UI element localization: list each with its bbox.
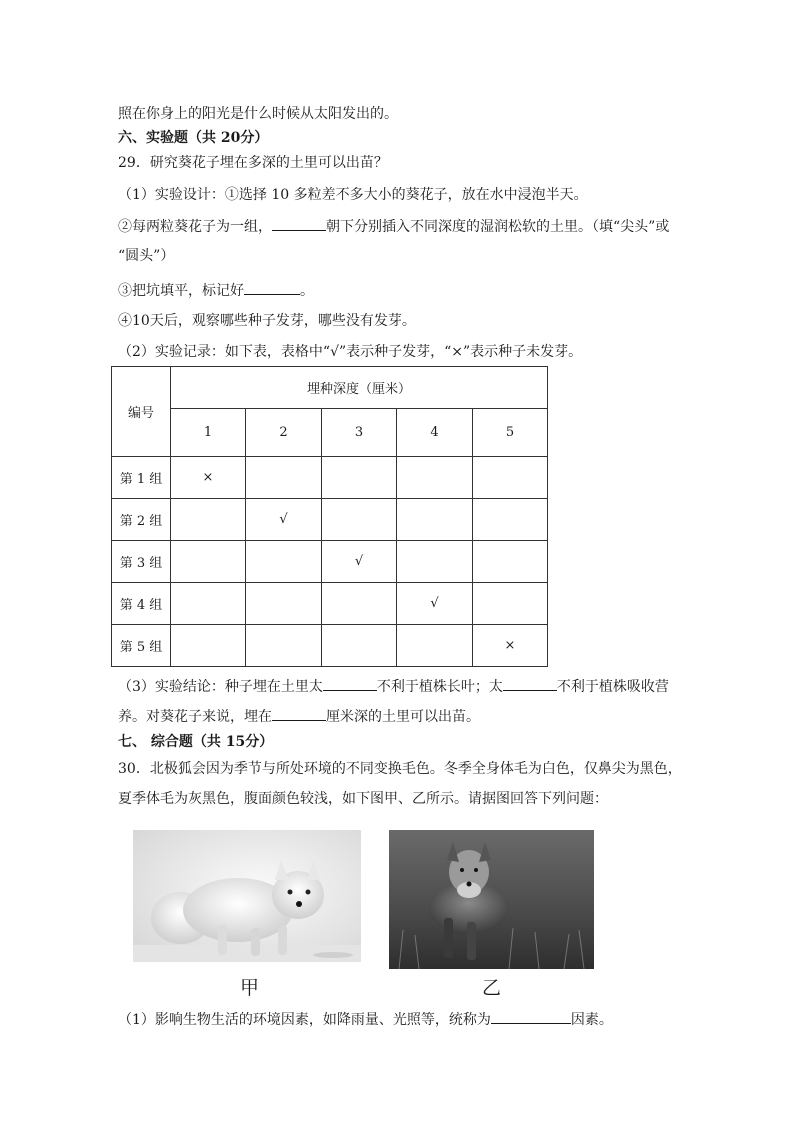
table-cell bbox=[322, 583, 397, 625]
question-30-line-1: 30．北极狐会因为季节与所处环境的不同变换毛色。冬季全身体毛为白色，仅鼻尖为黑色， bbox=[118, 761, 682, 777]
row-label: 第 4 组 bbox=[112, 583, 171, 625]
table-cell bbox=[322, 625, 397, 667]
blank-too-deep[interactable] bbox=[503, 676, 557, 691]
step2-text-a: ②每两粒葵花子为一组， bbox=[118, 219, 272, 235]
table-cell bbox=[397, 541, 473, 583]
arctic-fox-summer-image bbox=[389, 830, 594, 969]
table-cell bbox=[246, 457, 322, 499]
table-cell: √ bbox=[397, 583, 473, 625]
q30-1-text-a: （1）影响生物生活的环境因素，如降雨量、光照等，统称为 bbox=[118, 1012, 491, 1028]
question-30-1 bbox=[118, 1009, 613, 1030]
section-seven-heading: 七、 综合题（共 15分） bbox=[118, 734, 274, 750]
design-step-2-cont: “圆头”） bbox=[118, 248, 175, 264]
table-cell bbox=[171, 499, 246, 541]
conclusion-text-e: 厘米深的土里可以出苗。 bbox=[326, 709, 480, 725]
conclusion-text-a: （3）实验结论：种子埋在土里太 bbox=[118, 679, 323, 695]
depth-4: 4 bbox=[397, 409, 473, 457]
depth-5: 5 bbox=[473, 409, 548, 457]
intro-line: 照在你身上的阳光是什么时候从太阳发出的。 bbox=[118, 106, 398, 122]
table-cell bbox=[246, 625, 322, 667]
table-cell bbox=[171, 625, 246, 667]
step2-text-b: 朝下分别插入不同深度的湿润松软的土里。（填“尖头”或 bbox=[326, 219, 670, 235]
conclusion-line-2 bbox=[118, 706, 480, 727]
header-depth: 埋种深度（厘米） bbox=[171, 367, 548, 409]
section-six-heading: 六、实验题（共 20分） bbox=[118, 130, 269, 146]
table-cell bbox=[246, 541, 322, 583]
table-cell: √ bbox=[246, 499, 322, 541]
blank-too-shallow[interactable] bbox=[323, 676, 377, 691]
table-cell: × bbox=[473, 625, 548, 667]
design-step-3 bbox=[118, 280, 314, 301]
table-row bbox=[112, 457, 548, 499]
design-step-4: ④10天后，观察哪些种子发芽，哪些没有发芽。 bbox=[118, 313, 416, 329]
question-30-line-2: 夏季体毛为灰黑色，腹面颜色较浅，如下图甲、乙所示。请据图回答下列问题： bbox=[118, 791, 608, 807]
step3-text-a: ③把坑填平，标记好 bbox=[118, 283, 244, 299]
table-cell bbox=[473, 457, 548, 499]
depth-3: 3 bbox=[322, 409, 397, 457]
table-cell bbox=[473, 499, 548, 541]
conclusion-text-b: 不利于植株长叶；太 bbox=[376, 679, 503, 695]
question-29: 29．研究葵花子埋在多深的土里可以出苗？ bbox=[118, 155, 388, 171]
table-cell: √ bbox=[322, 541, 397, 583]
blank-tip-direction[interactable] bbox=[272, 216, 326, 231]
conclusion-text-c: 不利于植株吸收营 bbox=[556, 679, 669, 695]
table-cell bbox=[397, 625, 473, 667]
depth-1: 1 bbox=[171, 409, 246, 457]
table-cell bbox=[171, 583, 246, 625]
table-cell bbox=[171, 541, 246, 583]
conclusion-line-1 bbox=[118, 676, 669, 697]
row-label: 第 2 组 bbox=[112, 499, 171, 541]
row-label: 第 1 组 bbox=[112, 457, 171, 499]
figure-label-jia: 甲 bbox=[240, 977, 260, 999]
table-cell bbox=[322, 457, 397, 499]
blank-depth-cm[interactable] bbox=[272, 706, 326, 721]
table-cell bbox=[473, 541, 548, 583]
table-cell bbox=[322, 499, 397, 541]
table-row bbox=[112, 583, 548, 625]
design-step-2 bbox=[118, 216, 669, 237]
record-intro: （2）实验记录：如下表，表格中“√”表示种子发芽，“×”表示种子未发芽。 bbox=[118, 344, 583, 360]
blank-marker[interactable] bbox=[244, 280, 300, 295]
row-label: 第 3 组 bbox=[112, 541, 171, 583]
row-label: 第 5 组 bbox=[112, 625, 171, 667]
blank-factor-type[interactable] bbox=[491, 1009, 571, 1024]
design-step-1: （1）实验设计：①选择 10 多粒差不多大小的葵花子，放在水中浸泡半天。 bbox=[118, 187, 588, 203]
figure-label-yi: 乙 bbox=[482, 977, 502, 999]
table-cell bbox=[246, 583, 322, 625]
table-row bbox=[112, 541, 548, 583]
table-cell bbox=[397, 457, 473, 499]
arctic-fox-winter-image bbox=[133, 830, 361, 962]
q30-1-text-b: 因素。 bbox=[570, 1012, 613, 1028]
step3-text-b: 。 bbox=[300, 283, 314, 299]
results-table bbox=[111, 366, 548, 667]
table-row bbox=[112, 499, 548, 541]
depth-2: 2 bbox=[246, 409, 322, 457]
table-cell bbox=[473, 583, 548, 625]
table-cell: × bbox=[171, 457, 246, 499]
conclusion-text-d: 养。对葵花子来说，埋在 bbox=[118, 709, 272, 725]
table-cell bbox=[397, 499, 473, 541]
header-id: 编号 bbox=[112, 367, 171, 457]
table-row bbox=[112, 625, 548, 667]
